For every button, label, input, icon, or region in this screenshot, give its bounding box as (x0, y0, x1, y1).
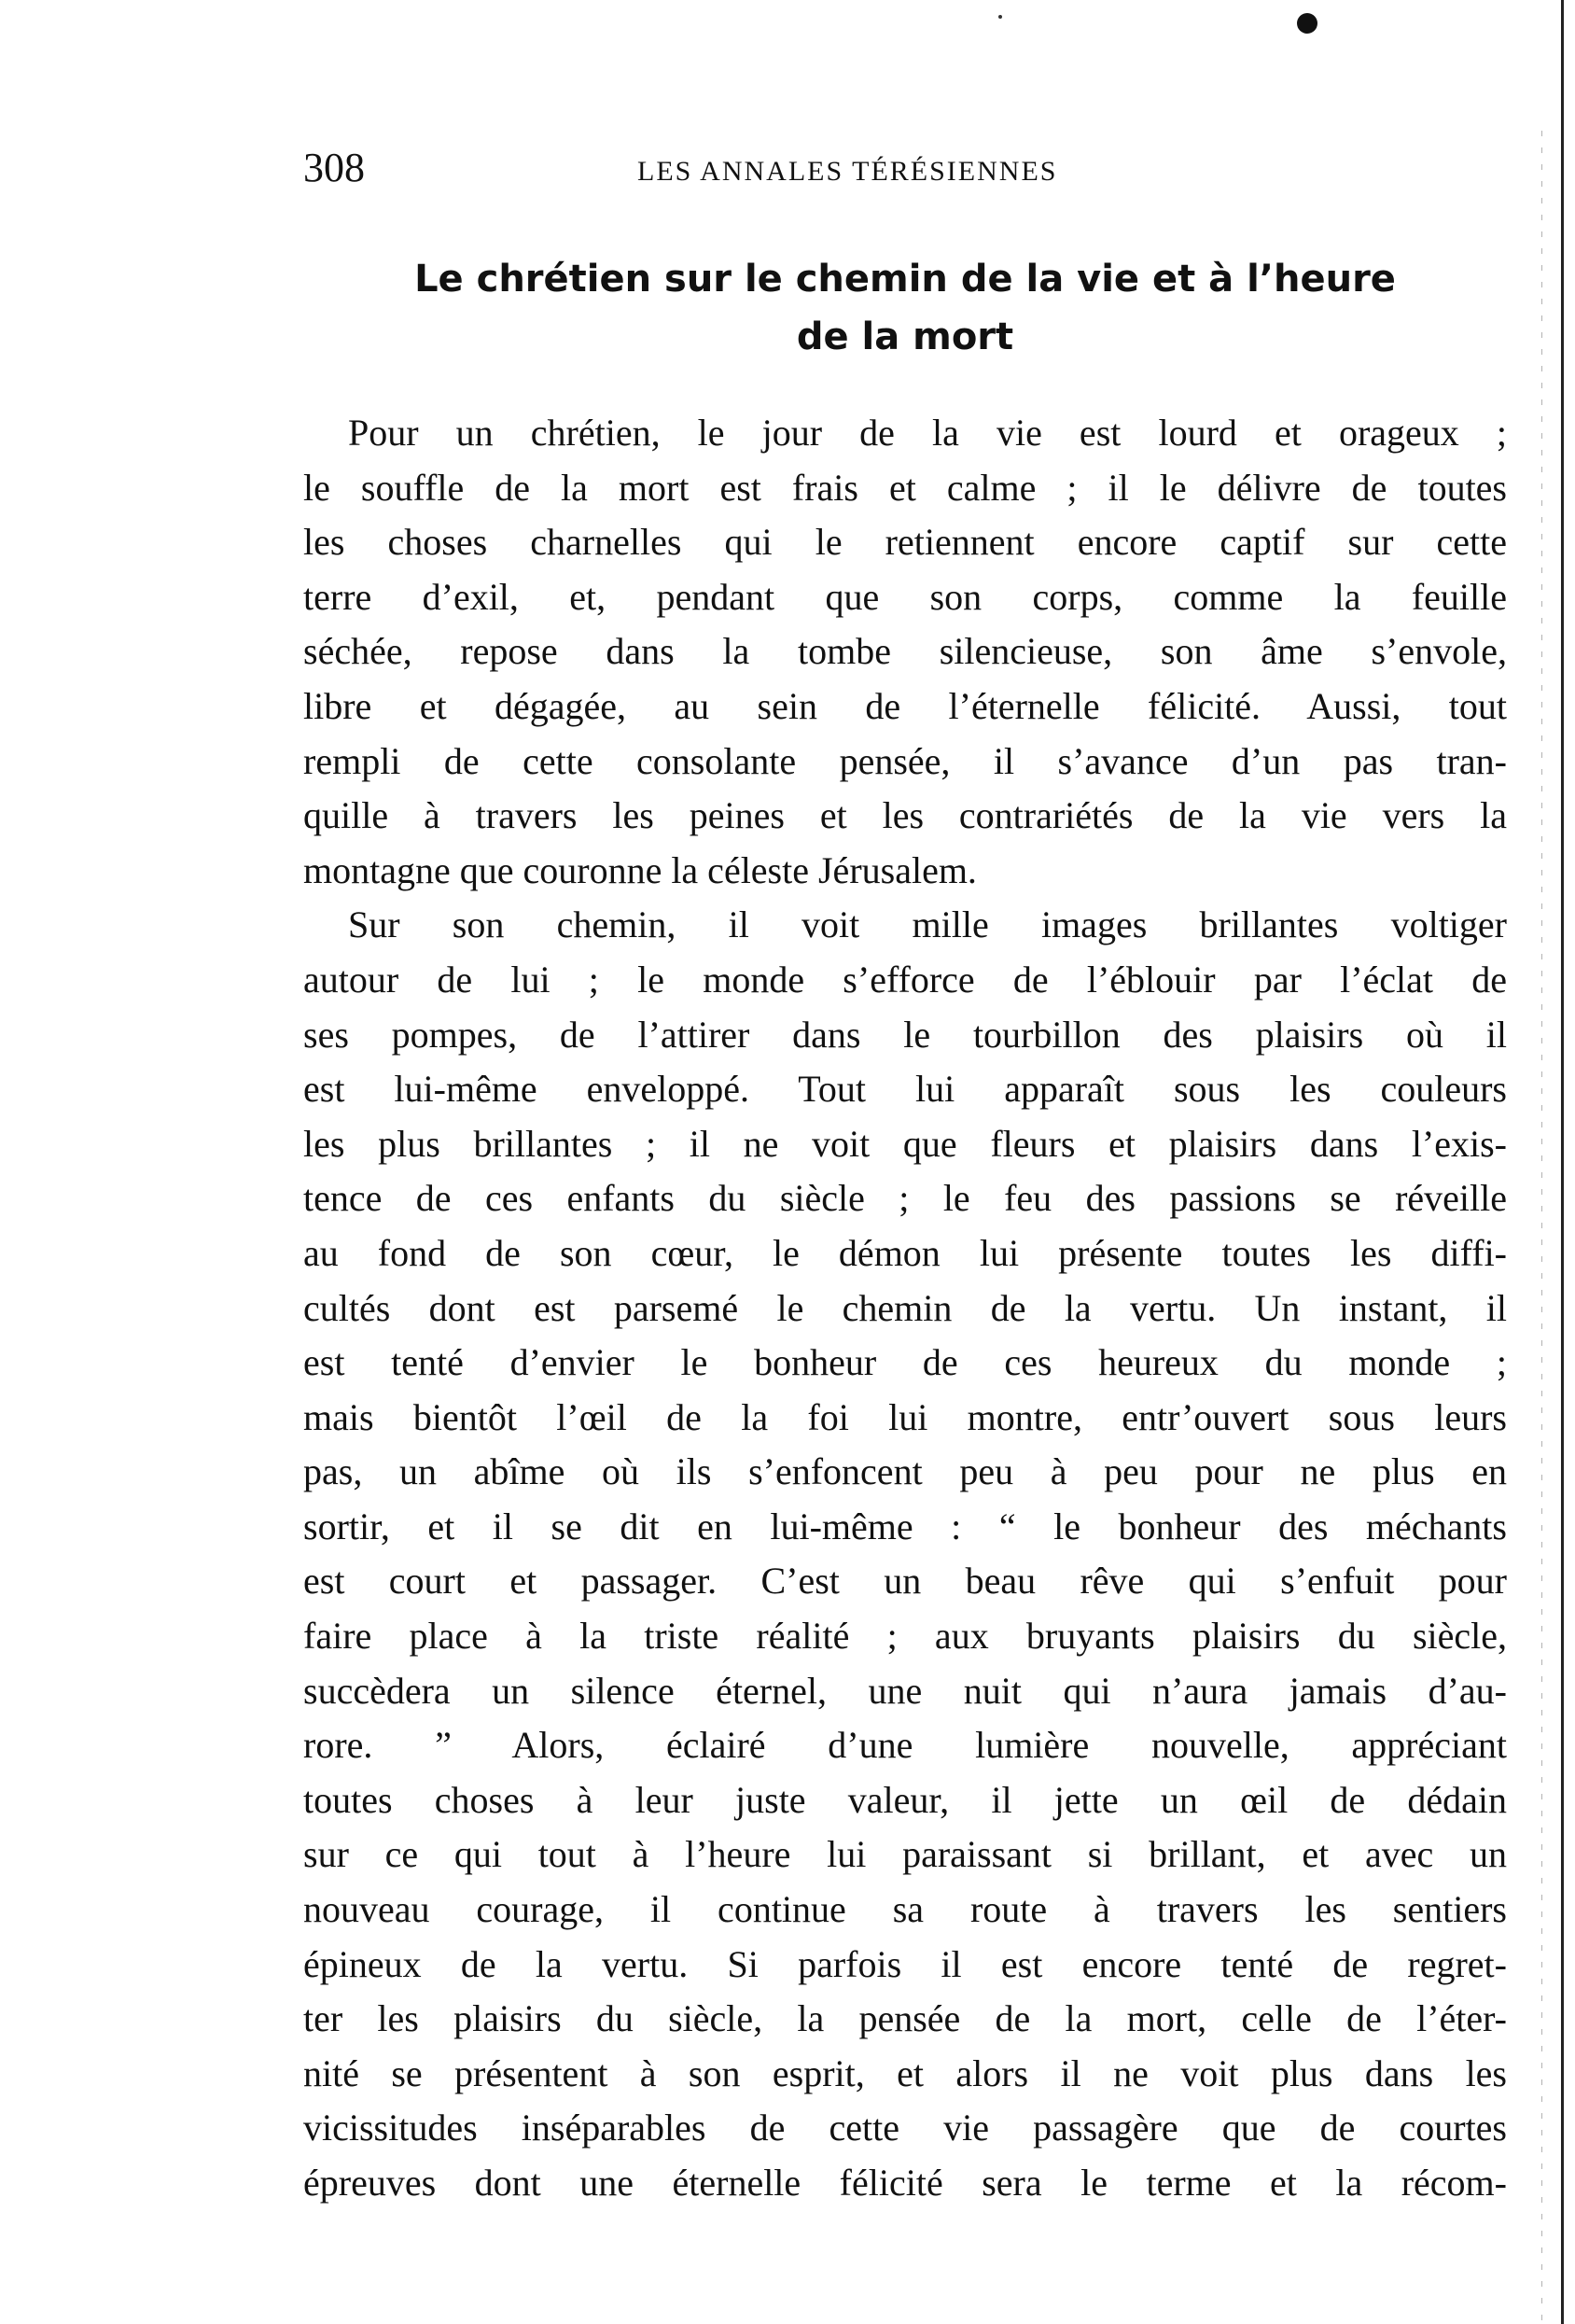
body-text (303, 406, 1507, 2211)
text-line: sur ce qui tout à l’heure lui paraissant si brillant, et avec un (303, 1833, 1507, 1876)
text-line: épineux de la vertu. Si parfois il est encore tenté de regret- (303, 1942, 1507, 1985)
ink-dot (1297, 13, 1317, 34)
text-line: pas, un abîme où ils s’enfoncent peu à peu pour ne plus en (303, 1450, 1507, 1493)
page-edge-rule (1561, 0, 1564, 2324)
text-line: tence de ces enfants du siècle ; le feu des passions se réveille (303, 1177, 1507, 1220)
running-title: LES ANNALES TÉRÉSIENNES (637, 156, 1058, 187)
text-line: les choses charnelles qui le retiennent encore captif sur cette (303, 521, 1507, 564)
text-line: libre et dégagée, au sein de l’éternelle félicité. Aussi, tout (303, 684, 1507, 727)
heading-line-2: de la mort (796, 315, 1014, 358)
text-line: Pour un chrétien, le jour de la vie est lourd et orageux ; (348, 412, 1507, 454)
text-line: mais bientôt l’œil de la foi lui montre, entr’ouvert sous leurs (303, 1395, 1507, 1438)
heading-line-1: Le chrétien sur le chemin de la vie et à l’heure (414, 258, 1396, 301)
text-line: au fond de son cœur, le démon lui présente toutes les diffi- (303, 1231, 1507, 1274)
text-line: rore. ” Alors, éclairé d’une lumière nouvelle, appréciant (303, 1724, 1507, 1767)
text-line: montagne que couronne la céleste Jérusalem. (303, 848, 977, 891)
text-line: quille à travers les peines et les contrariétés de la vie vers la (303, 794, 1507, 837)
text-line: rempli de cette consolante pensée, il s’avance d’un pas tran- (303, 739, 1507, 782)
ink-speck (998, 15, 1002, 19)
running-head (303, 140, 1264, 196)
text-line: ter les plaisirs du siècle, la pensée de la mort, celle de l’éter- (303, 1997, 1507, 2040)
paragraph-2 (303, 898, 1507, 2210)
text-line: séchée, repose dans la tombe silencieuse, son âme s’envole, (303, 630, 1507, 673)
text-line: nouveau courage, il continue sa route à travers les sentiers (303, 1888, 1507, 1931)
article-heading (303, 250, 1507, 366)
text-line: vicissitudes inséparables de cette vie passagère que de courtes (303, 2107, 1507, 2149)
text-line: autour de lui ; le monde s’efforce de l’éblouir par l’éclat de (303, 958, 1507, 1001)
text-line: est court et passager. C’est un beau rêve qui s’enfuit pour (303, 1560, 1507, 1603)
text-line: ses pompes, de l’attirer dans le tourbillon des plaisirs où il (303, 1013, 1507, 1056)
text-line: cultés dont est parsemé le chemin de la vertu. Un instant, il (303, 1286, 1507, 1329)
page-edge-shadow (1541, 131, 1542, 2324)
text-line: Sur son chemin, il voit mille images brillantes voltiger (348, 903, 1507, 946)
paragraph-1 (303, 406, 1507, 898)
text-line: est tenté d’envier le bonheur de ces heureux du monde ; (303, 1341, 1507, 1384)
text-line: faire place à la triste réalité ; aux bruyants plaisirs du siècle, (303, 1615, 1507, 1658)
text-line: nité se présentent à son esprit, et alors il ne voit plus dans les (303, 2051, 1507, 2094)
text-line: sortir, et il se dit en lui-même : “ le bonheur des méchants (303, 1505, 1507, 1547)
page-number: 308 (303, 145, 365, 190)
text-line: épreuves dont une éternelle félicité sera le terme et la récom- (303, 2162, 1507, 2204)
text-line: succèdera un silence éternel, une nuit qui n’aura jamais d’au- (303, 1669, 1507, 1712)
text-line: terre d’exil, et, pendant que son corps, comme la feuille (303, 575, 1507, 618)
text-line: le souffle de la mort est frais et calme ; il le délivre de toutes (303, 466, 1507, 509)
text-line: toutes choses à leur juste valeur, il jette un œil de dédain (303, 1778, 1507, 1821)
text-line: est lui-même enveloppé. Tout lui apparaît sous les couleurs (303, 1068, 1507, 1111)
text-line: les plus brillantes ; il ne voit que fleurs et plaisirs dans l’exis- (303, 1122, 1507, 1165)
